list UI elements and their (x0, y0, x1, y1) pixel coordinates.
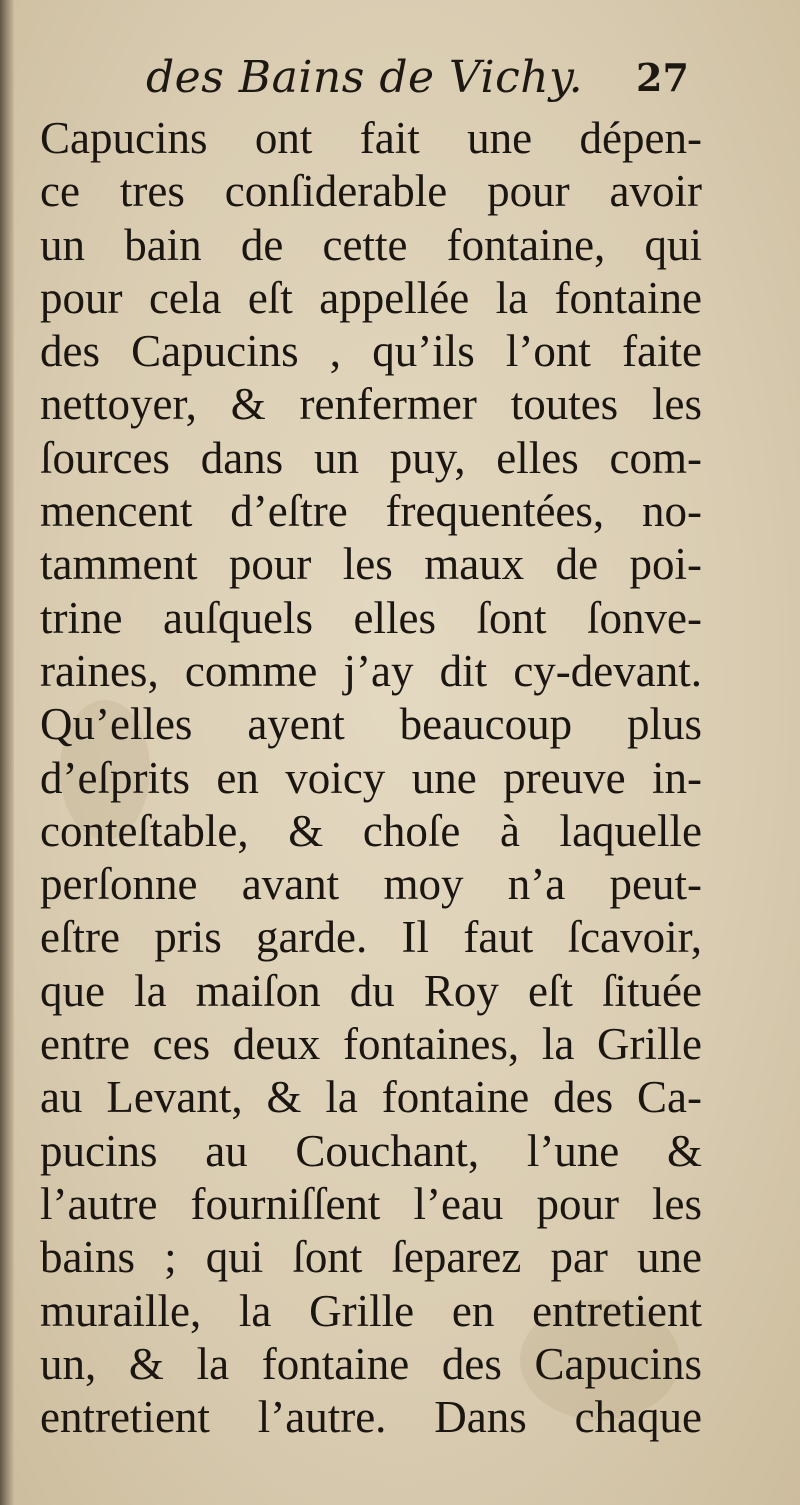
text-line: mencent d’eſtre frequentées, no- (40, 486, 702, 537)
text-line: que la maiſon du Roy eſt ſituée (40, 965, 702, 1016)
text-line: entre ces deux fontaines, la Grille (40, 1019, 702, 1070)
text-line: perſonne avant moy n’a peut- (40, 859, 702, 910)
running-head (0, 48, 800, 118)
text-line: tamment pour les maux de poi- (40, 539, 702, 590)
text-line: bains ; qui ſont ſeparez par une (40, 1232, 702, 1283)
text-line: l’autre fourniſſent l’eau pour les (40, 1178, 702, 1229)
body-text (40, 112, 702, 1444)
text-line: ce tres conſiderable pour avoir (40, 166, 702, 217)
text-line: pucins au Couchant, l’une & (40, 1125, 702, 1176)
text-line: entretient l’autre. Dans chaque (40, 1392, 702, 1443)
text-line: eſtre pris garde. Il faut ſcavoir, (40, 912, 702, 963)
text-line: muraille, la Grille en entretient (40, 1285, 702, 1336)
page-number: 27 (636, 55, 689, 100)
binding-gutter (0, 0, 14, 1505)
text-line: un, & la fontaine des Capucins (40, 1338, 702, 1389)
running-title: des Bains de Vichy. (146, 52, 584, 103)
text-line: nettoyer, & renfermer toutes les (40, 379, 702, 430)
text-line: au Levant, & la fontaine des Ca- (40, 1072, 702, 1123)
text-line: trine auſquels elles ſont ſonve- (40, 592, 702, 643)
text-line: Capucins ont fait une dépen- (40, 113, 702, 163)
text-line: un bain de cette fontaine, qui (40, 219, 702, 270)
text-line: des Capucins , qu’ils l’ont faite (40, 326, 702, 377)
text-line: raines, comme j’ay dit cy-devant. (40, 645, 702, 696)
text-line: Qu’elles ayent beaucoup plus (40, 699, 702, 750)
text-line: d’eſprits en voicy une preuve in- (40, 752, 702, 803)
text-line: conteſtable, & choſe à laquelle (40, 805, 702, 856)
text-line: ſources dans un puy, elles com- (40, 432, 702, 483)
text-line: pour cela eſt appellée la fontaine (40, 272, 702, 323)
